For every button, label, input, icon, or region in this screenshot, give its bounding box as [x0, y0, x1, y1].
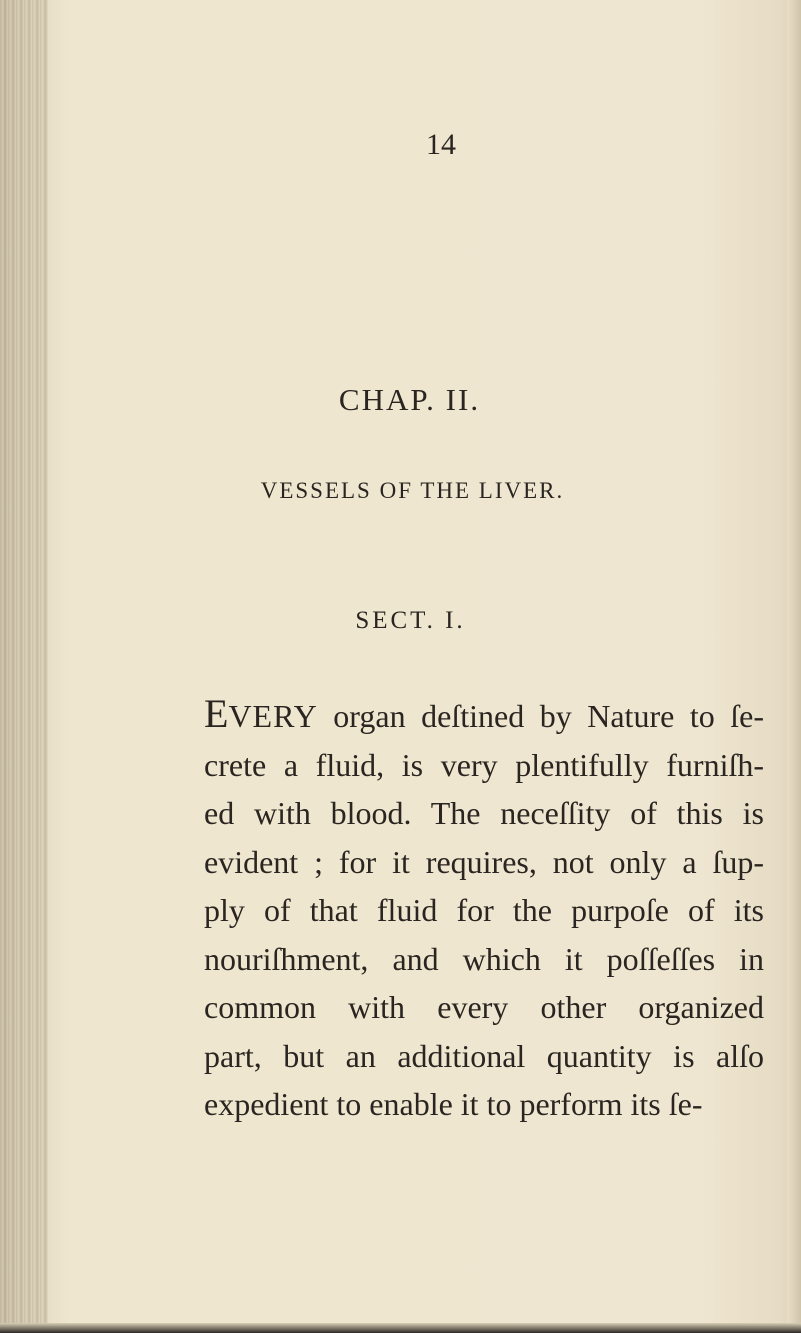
- paragraph-line: expedient to enable it to perform its ſe-: [204, 1086, 703, 1122]
- paragraph-line: part, but an additional quantity is alſo: [204, 1037, 764, 1074]
- initial-word-rest: VERY: [228, 698, 318, 734]
- drop-cap-initial: E: [204, 691, 229, 736]
- page-number: 14: [426, 128, 456, 161]
- chapter-heading: CHAP. II.: [338, 382, 481, 417]
- paragraph-line: crete a fluid, is very plentifully furniſh-: [204, 746, 764, 783]
- paragraph-line: ply of that fluid for the purpoſe of its: [204, 892, 764, 928]
- page-bottom-edge: [0, 1323, 801, 1333]
- paragraph-line: common with every other organized: [204, 989, 764, 1025]
- paragraph-line: [204, 690, 764, 741]
- section-heading: SECT. I.: [355, 607, 466, 634]
- chapter-title: VESSELS OF THE LIVER.: [260, 478, 565, 503]
- paragraph-line: ed with blood. The neceſſity of this is: [204, 795, 764, 831]
- paragraph-line: nouriſhment, and which it poſſeſſes in: [204, 940, 764, 977]
- body-paragraph: [204, 690, 764, 1129]
- page-right-edge: [787, 0, 801, 1333]
- line-text: organ deſtined by Nature to ſe-: [317, 698, 764, 734]
- page-binding-shadow: [0, 0, 48, 1333]
- paragraph-line: evident ; for it requires, not only a ſup-: [204, 843, 764, 880]
